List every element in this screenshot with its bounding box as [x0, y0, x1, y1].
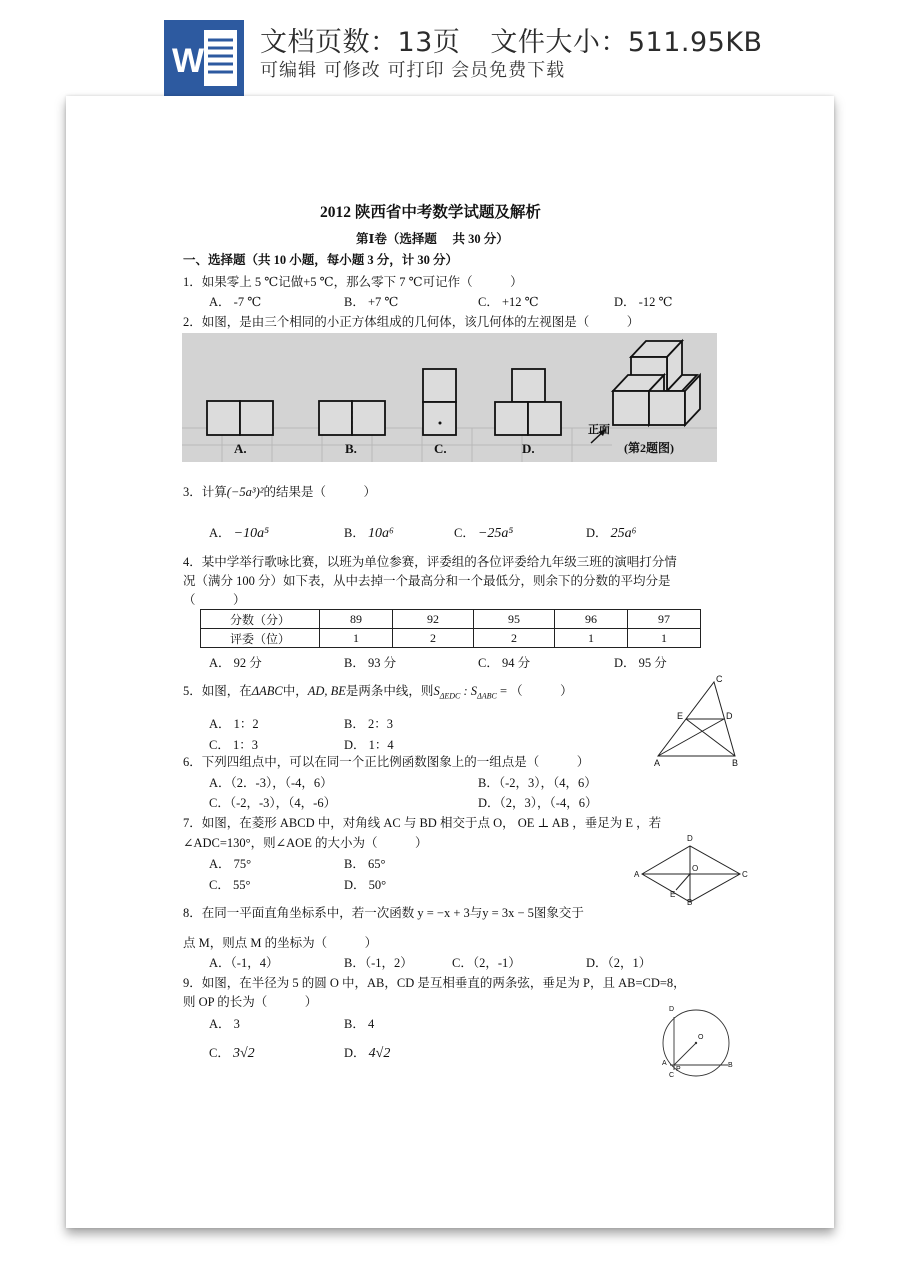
table-cell: 96: [555, 610, 628, 629]
file-info: [260, 20, 763, 59]
table-cell: 1: [320, 629, 393, 648]
q4-score-table: [200, 609, 701, 648]
table-row: [201, 629, 701, 648]
q8-line2: 点 M，则点 M 的坐标为（ ）: [183, 936, 378, 950]
q7-line2: ∠ADC=130°，则∠AOE 的大小为（ ）: [183, 836, 428, 850]
q5-label-d: D: [726, 711, 733, 721]
q9-label-a: A: [662, 1060, 667, 1067]
word-icon: [164, 20, 244, 96]
q8-option-a: A．（-1，4）: [209, 956, 279, 970]
page-title: 2012 陕西省中考数学试题及解析: [320, 204, 541, 221]
table-cell: 2: [474, 629, 555, 648]
q2-label-a: A.: [234, 441, 247, 456]
q7-label-a: A: [634, 870, 640, 879]
q9-label-p: P: [676, 1066, 681, 1073]
file-size: 文件大小：511.95KB: [490, 27, 763, 58]
q4-option-d: D． 95 分: [614, 656, 667, 670]
q2-front-label: 正面: [588, 424, 610, 436]
q5-option-d: D． 1：4: [344, 738, 394, 752]
q3-expression: (−5a³)²: [226, 485, 264, 499]
feature-list: 可编辑 可修改 可打印 会员免费下载: [260, 60, 566, 81]
q2-label-d: D.: [522, 441, 535, 456]
q7-label-e: E: [670, 890, 676, 899]
q9-label-d: D: [669, 1006, 675, 1013]
q9-circle-figure: [656, 1008, 736, 1082]
q7-label-o: O: [692, 864, 699, 873]
q9-line2: 则 OP 的长为（ ）: [183, 995, 318, 1009]
q3-option-c: C． −25a⁵: [454, 526, 514, 541]
q1-stem: 1．如果零上 5 ℃记做+5 ℃，那么零下 7 ℃可记作（ ）: [183, 275, 523, 289]
q2-label-c: C.: [434, 441, 447, 456]
q2-caption: (第2题图): [624, 441, 674, 455]
q2-label-b: B.: [345, 441, 357, 456]
q6-stem: 6．下列四组点中，可以在同一个正比例函数图象上的一组点是（ ）: [183, 755, 590, 769]
q3-stem-pre: 3．计算: [183, 485, 227, 499]
q6-option-b: B．（-2，3），（4，6）: [478, 776, 597, 790]
q1-option-b: B． +7 ℃: [344, 295, 399, 309]
page-count: 文档页数：13页: [260, 27, 461, 58]
q8-option-d: D．（2，1）: [586, 956, 652, 970]
q5-stem: 5．如图，在ΔABC中，AD, BE是两条中线，则$S_{\Delta EDC}$ : $S_{\Delta ABC}$ = （ ）: [183, 684, 573, 701]
part-heading: 第Ⅰ卷（选择题 共 30 分）: [356, 232, 509, 246]
q9-label-o: O: [698, 1034, 704, 1041]
q5-option-b: B． 2：3: [344, 717, 393, 731]
q5-option-c: C． 1：3: [209, 738, 258, 752]
q3-option-a: A． −10a⁵: [209, 526, 269, 541]
q9-option-d: D． 4√2: [344, 1046, 391, 1061]
q3-stem: [183, 482, 376, 500]
q5-triangle-figure: [652, 676, 742, 768]
q7-rhombus-figure: [632, 834, 752, 907]
q9-option-a: A． 3: [209, 1017, 240, 1031]
q7-option-d: D． 50°: [344, 878, 387, 892]
q7-option-a: A． 75°: [209, 857, 252, 871]
table-cell: 97: [628, 610, 701, 629]
q4-line1: 4．某中学举行歌咏比赛，以班为单位参赛，评委组的各位评委给九年级三班的演唱打分情: [183, 555, 677, 569]
table-cell: 1: [555, 629, 628, 648]
q6-option-a: A．（2．-3），（-4，6）: [209, 776, 333, 790]
table-cell: 分数（分）: [201, 610, 320, 629]
q5-label-e: E: [677, 711, 684, 721]
q3-option-d: D． 25a⁶: [586, 526, 637, 541]
table-row: [201, 610, 701, 629]
word-icon-letter: W: [171, 42, 205, 80]
q5-label-b: B: [732, 758, 739, 768]
q5-label-c: C: [716, 674, 723, 684]
q6-option-d: D．（2，3），（-4，6）: [478, 796, 598, 810]
q1-option-c: C． +12 ℃: [478, 295, 539, 309]
q4-line2: 况（满分 100 分）如下表，从中去掉一个最高分和一个最低分，则余下的分数的平均分是: [183, 574, 671, 588]
q9-option-c: C． 3√2: [209, 1046, 255, 1061]
q7-option-c: C． 55°: [209, 878, 251, 892]
table-cell: 2: [393, 629, 474, 648]
table-cell: 92: [393, 610, 474, 629]
q7-label-b: B: [687, 898, 693, 907]
q5-label-a: A: [654, 758, 661, 768]
q4-option-c: C． 94 分: [478, 656, 531, 670]
q4-option-b: B． 93 分: [344, 656, 397, 670]
table-cell: 95: [474, 610, 555, 629]
q6-option-c: C．（-2，-3），（4，-6）: [209, 796, 337, 810]
q9-line1: 9．如图，在半径为 5 的圆 O 中，AB，CD 是互相垂直的两条弦，垂足为 P，且 AB=CD=8，: [183, 976, 686, 990]
q9-label-b: B: [728, 1062, 733, 1069]
q7-line1: 7．如图，在菱形 ABCD 中，对角线 AC 与 BD 相交于点 O， OE ⊥ AB ，垂足为 E ，若: [183, 816, 662, 830]
document-page: [66, 96, 834, 1228]
q2-figure-photo: [182, 333, 717, 462]
q8-line1: 8．在同一平面直角坐标系中，若一次函数 y = −x + 3与y = 3x − 5图象交于: [183, 906, 584, 920]
q8-option-b: B．（-1，2）: [344, 956, 413, 970]
q9-option-b: B． 4: [344, 1017, 375, 1031]
q1-option-d: D． -12 ℃: [614, 295, 673, 309]
q2-stem: 2．如图，是由三个相同的小正方体组成的几何体，该几何体的左视图是（ ）: [183, 315, 640, 329]
q1-option-a: A． -7 ℃: [209, 295, 262, 309]
q4-option-a: A． 92 分: [209, 656, 262, 670]
q5-option-a: A． 1：2: [209, 717, 259, 731]
table-cell: 评委（位）: [201, 629, 320, 648]
q7-label-c: C: [742, 870, 748, 879]
q3-stem-post: 的结果是（ ）: [263, 485, 377, 499]
section-heading: 一、选择题（共 10 小题，每小题 3 分，计 30 分）: [183, 253, 459, 267]
q9-label-c: C: [669, 1072, 675, 1079]
q4-line3: （ ）: [183, 593, 246, 607]
table-cell: 89: [320, 610, 393, 629]
q7-option-b: B． 65°: [344, 857, 386, 871]
q7-label-d: D: [687, 834, 693, 843]
document-header: [0, 0, 900, 100]
table-cell: 1: [628, 629, 701, 648]
q3-option-b: B． 10a⁶: [344, 526, 394, 541]
q8-option-c: C．（2，-1）: [452, 956, 521, 970]
